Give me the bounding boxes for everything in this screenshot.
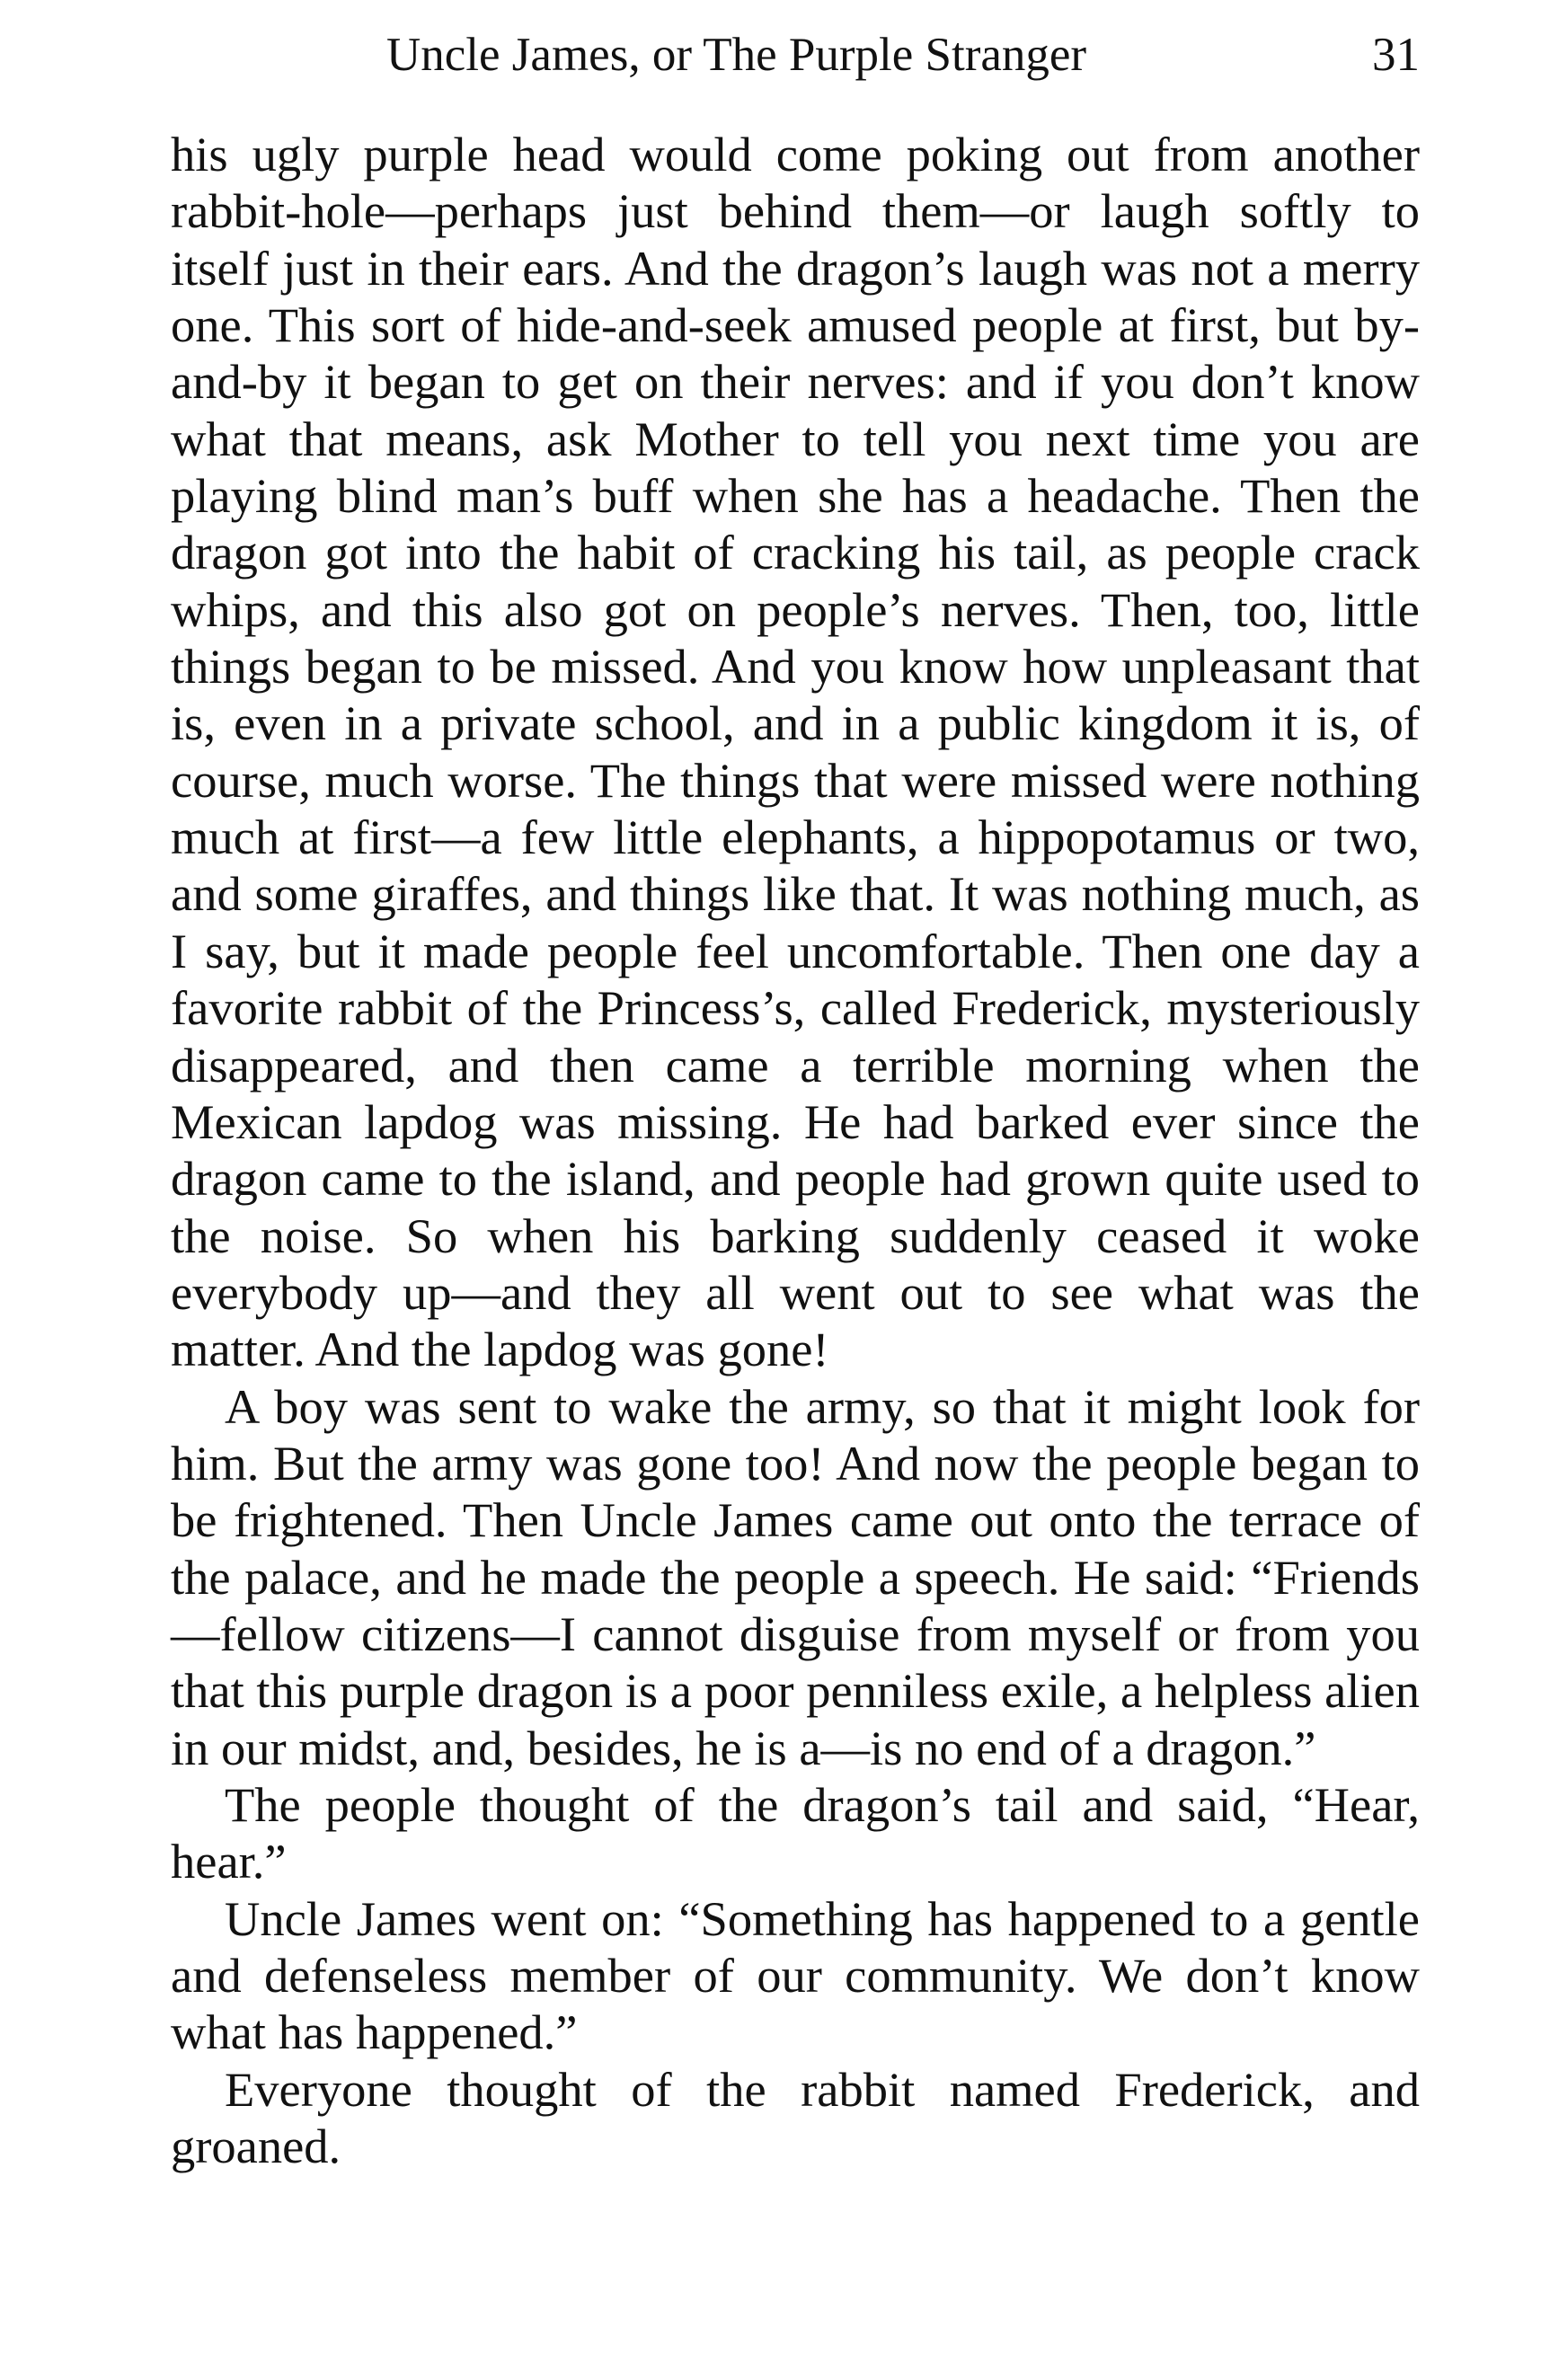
- body-text: [171, 126, 1420, 2174]
- paragraph-2: A boy was sent to wake the army, so that it might look for him. But the army was gone too! And now the people began to be frightened. Then Uncle James came out onto the terrace of the palace, and he made the people a speech. He said: “Friends—fellow citizens—I cannot disguise from myself or from you that this purple dragon is a poor penniless exile, a helpless alien in our midst, and, besides, he is a—is no end of a dragon.”: [171, 1378, 1420, 1775]
- paragraph-4: Uncle James went on: “Something has happened to a gentle and defenseless member of our community. We don’t know what has happened.”: [171, 1890, 1420, 2060]
- page-number: 31: [1372, 29, 1420, 81]
- paragraph-5: Everyone thought of the rabbit named Frederick, and groaned.: [171, 2061, 1420, 2174]
- paragraph-1: his ugly purple head would come poking out from another rabbit-hole—perhaps just behind them—or laugh softly to itself just in their ears. And the dragon’s laugh was not a merry one. This sort of hide-and-seek amused people at first, but by-and-by it began to get on their nerves: and if you don’t know what that means, ask Mother to tell you next time you are playing blind man’s buff when she has a headache. Then the dragon got into the habit of cracking his tail, as people crack whips, and this also got on people’s nerves. Then, too, little things began to be missed. And you know how unpleasant that is, even in a private school, and in a public kingdom it is, of course, much worse. The things that were missed were nothing much at first—a few little elephants, a hippopotamus or two, and some giraffes, and things like that. It was nothing much, as I say, but it made people feel uncomfortable. Then one day a favorite rabbit of the Princess’s, called Frederick, mysteriously disappeared, and then came a terrible morning when the Mexican lapdog was missing. He had barked ever since the dragon came to the island, and people had grown quite used to the noise. So when his barking suddenly ceased it woke everybody up—and they all went out to see what was the matter. And the lapdog was gone!: [171, 127, 1420, 1377]
- running-head: [171, 23, 1420, 86]
- paragraph-3: The people thought of the dragon’s tail and said, “Hear, hear.”: [171, 1776, 1420, 1889]
- running-title: Uncle James, or The Purple Stranger: [386, 29, 1087, 81]
